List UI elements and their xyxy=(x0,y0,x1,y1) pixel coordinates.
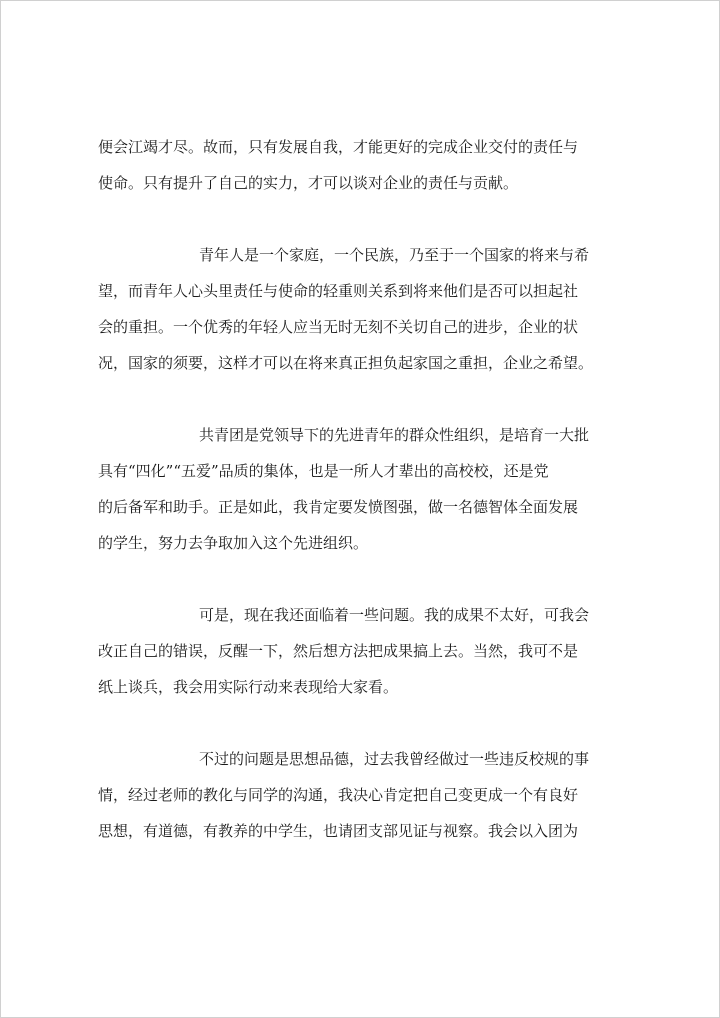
text-line: 不过的问题是思想品德，过去我曾经做过一些违反校规的事 xyxy=(199,750,590,768)
text-line: 便会江竭才尽。故而，只有发展自我，才能更好的完成企业交付的责任与 xyxy=(98,138,579,156)
paragraph-1 xyxy=(98,129,634,201)
text-line: 会的重担。一个优秀的年轻人应当无时无刻不关切自己的进步，企业的状 xyxy=(98,318,579,336)
text-line: 具有“四化”“五爱”品质的集体，也是一所人才辈出的高校校，还是党 xyxy=(98,462,549,480)
text-line: 共青团是党领导下的先进青年的群众性组织，是培育一大批 xyxy=(199,426,590,444)
text-line: 纸上谈兵，我会用实际行动来表现给大家看。 xyxy=(98,678,399,696)
text-line: 改正自己的错误，反醒一下，然后想方法把成果搞上去。当然，我可不是 xyxy=(98,642,579,660)
paragraph-3 xyxy=(98,417,634,561)
paragraph-5 xyxy=(98,741,634,849)
text-line: 情，经过老师的教化与同学的沟通，我决心肯定把自己变更成一个有良好 xyxy=(98,786,579,804)
text-line: 思想，有道德，有教养的中学生，也请团支部见证与视察。我会以入团为 xyxy=(98,822,579,840)
text-line: 使命。只有提升了自己的实力，才可以谈对企业的责任与贡献。 xyxy=(98,174,519,192)
paragraph-4 xyxy=(98,597,634,705)
document-body xyxy=(98,129,634,885)
text-line: 的学生，努力去争取加入这个先进组织。 xyxy=(98,534,369,552)
text-line: 可是，现在我还面临着一些问题。我的成果不太好，可我会 xyxy=(199,606,590,624)
text-line: 青年人是一个家庭，一个民族，乃至于一个国家的将来与希 xyxy=(199,246,590,264)
text-line: 的后备军和助手。正是如此，我肯定要发愤图强，做一名德智体全面发展 xyxy=(98,498,579,516)
text-line: 况，国家的须要，这样才可以在将来真正担负起家国之重担，企业之希望。 xyxy=(98,354,594,372)
text-line: 望，而青年人心头里责任与使命的轻重则关系到将来他们是否可以担起社 xyxy=(98,282,579,300)
paragraph-2 xyxy=(98,237,634,381)
